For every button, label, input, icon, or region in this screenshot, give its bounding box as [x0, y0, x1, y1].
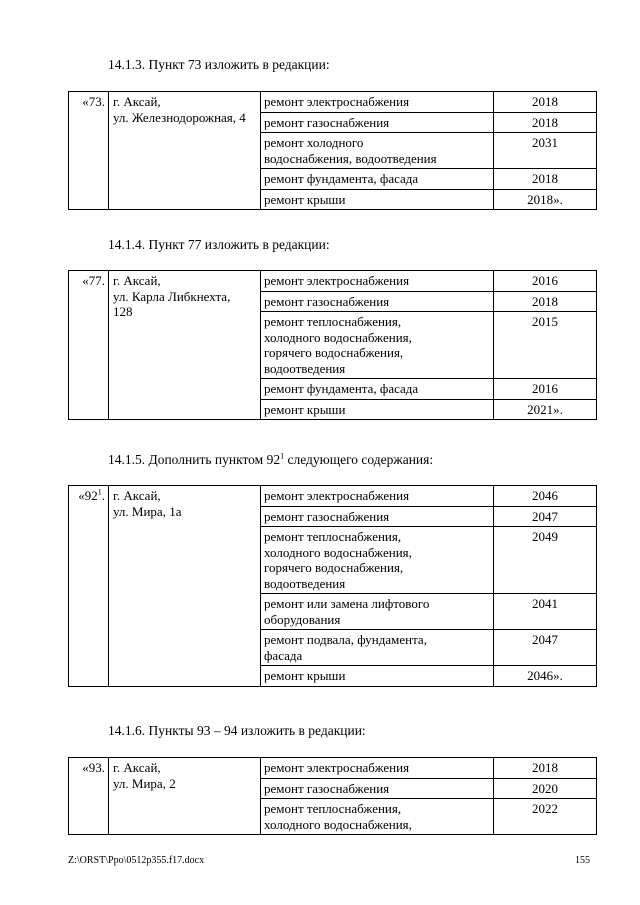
work-type [261, 506, 494, 527]
table-section-2 [68, 270, 597, 420]
work-year: 2047 [494, 630, 597, 666]
section-heading-3-pre: 14.1.5. Дополнить пунктом 92 [108, 452, 281, 467]
work-type-line: холодного водоснабжения, [264, 329, 412, 345]
work-type-line: ремонт газоснабжения [264, 114, 390, 130]
item-number [69, 486, 109, 687]
work-type [261, 630, 494, 666]
work-type-line: ремонт электроснабжения [264, 94, 410, 109]
work-type-line: ремонт теплоснабжения, [264, 529, 402, 544]
work-type [261, 271, 494, 292]
item-number-pre: «92 [78, 488, 98, 503]
work-year: 2018». [494, 189, 597, 210]
footer-page-number: 155 [575, 855, 590, 866]
work-year: 2046». [494, 666, 597, 687]
work-type [261, 112, 494, 133]
work-type-line: ремонт крыши [264, 668, 346, 683]
work-type [261, 379, 494, 400]
section-heading-3-post: следующего содержания: [284, 452, 434, 467]
address-line: г. Аксай, [113, 760, 161, 775]
work-year: 2049 [494, 527, 597, 594]
work-type [261, 666, 494, 687]
work-year: 2021». [494, 399, 597, 420]
work-type [261, 486, 494, 507]
work-type-line: ремонт крыши [264, 191, 346, 207]
work-year: 2018 [494, 758, 597, 779]
work-type-line: водоотведения [264, 575, 346, 591]
table-section-4 [68, 757, 597, 835]
work-type [261, 594, 494, 630]
work-type [261, 778, 494, 799]
work-year: 2041 [494, 594, 597, 630]
work-type-line: горячего водоснабжения, [264, 560, 404, 575]
table-row [69, 486, 597, 507]
address-line: г. Аксай, [113, 273, 161, 288]
work-type-line: ремонт газоснабжения [264, 293, 390, 309]
work-year: 2022 [494, 799, 597, 835]
work-year: 2031 [494, 133, 597, 169]
work-type-line: ремонт газоснабжения [264, 508, 390, 524]
work-year: 2020 [494, 778, 597, 799]
item-number: «73. [69, 92, 109, 210]
section-heading-4: 14.1.6. Пункты 93 – 94 изложить в редакции: [108, 723, 366, 738]
section-heading-3-sup: 1 [280, 451, 285, 461]
work-year: 2018 [494, 291, 597, 312]
item-address [109, 758, 261, 835]
work-type-line: водоотведения [264, 360, 346, 376]
work-year: 2046 [494, 486, 597, 507]
work-type-line: ремонт крыши [264, 401, 346, 417]
address-line: ул. Мира, 1а [113, 503, 182, 519]
work-year: 2016 [494, 379, 597, 400]
work-type-line: ремонт теплоснабжения, [264, 801, 402, 816]
section-heading-2: 14.1.4. Пункт 77 изложить в редакции: [108, 237, 330, 252]
work-type [261, 133, 494, 169]
table-section-1 [68, 91, 597, 210]
item-number: «77. [69, 271, 109, 420]
table-row [69, 758, 597, 779]
work-year: 2018 [494, 112, 597, 133]
table-section-3 [68, 485, 597, 687]
work-type-line: горячего водоснабжения, [264, 345, 404, 360]
item-address [109, 486, 261, 687]
work-type-line: холодного водоснабжения, [264, 816, 412, 832]
work-type [261, 92, 494, 113]
work-type-line: водоснабжения, водоотведения [264, 150, 437, 166]
table-row [69, 92, 597, 113]
table-row [69, 271, 597, 292]
work-type [261, 527, 494, 594]
section-heading-1: 14.1.3. Пункт 73 изложить в редакции: [108, 57, 330, 72]
work-type-line: ремонт фундамента, фасада [264, 381, 419, 396]
work-type [261, 189, 494, 210]
work-year: 2047 [494, 506, 597, 527]
work-type [261, 291, 494, 312]
item-address [109, 271, 261, 420]
work-type-line: ремонт электроснабжения [264, 488, 410, 503]
work-type [261, 758, 494, 779]
work-type [261, 169, 494, 190]
section-heading-3 [108, 452, 433, 468]
work-type-line: ремонт фундамента, фасада [264, 171, 419, 186]
item-number-sup: 1 [97, 487, 102, 497]
work-type [261, 799, 494, 835]
item-address [109, 92, 261, 210]
work-year: 2016 [494, 271, 597, 292]
work-type [261, 399, 494, 420]
work-year: 2015 [494, 312, 597, 379]
work-type-line: ремонт теплоснабжения, [264, 314, 402, 329]
address-line: г. Аксай, [113, 488, 161, 503]
address-line: ул. Карла Либкнехта, [113, 288, 231, 304]
work-year: 2018 [494, 169, 597, 190]
work-type-line: ремонт электроснабжения [264, 273, 410, 288]
work-type-line: ремонт холодного [264, 135, 364, 150]
work-type-line: ремонт подвала, фундамента, [264, 632, 427, 647]
work-type-line: ремонт электроснабжения [264, 760, 410, 775]
address-line: ул. Мира, 2 [113, 775, 176, 791]
work-year: 2018 [494, 92, 597, 113]
address-line: г. Аксай, [113, 94, 161, 109]
work-type-line: ремонт газоснабжения [264, 780, 390, 796]
work-type-line: холодного водоснабжения, [264, 544, 412, 560]
item-number-post: . [101, 488, 105, 503]
footer-file-path: Z:\ORST\Ppo\0512p355.f17.docx [68, 855, 205, 866]
address-line: 128 [113, 304, 133, 319]
work-type-line: фасада [264, 647, 303, 663]
work-type-line: ремонт или замена лифтового [264, 596, 430, 611]
work-type-line: оборудования [264, 611, 341, 627]
work-type [261, 312, 494, 379]
item-number: «93. [69, 758, 109, 835]
address-line: ул. Железнодорожная, 4 [113, 109, 246, 125]
